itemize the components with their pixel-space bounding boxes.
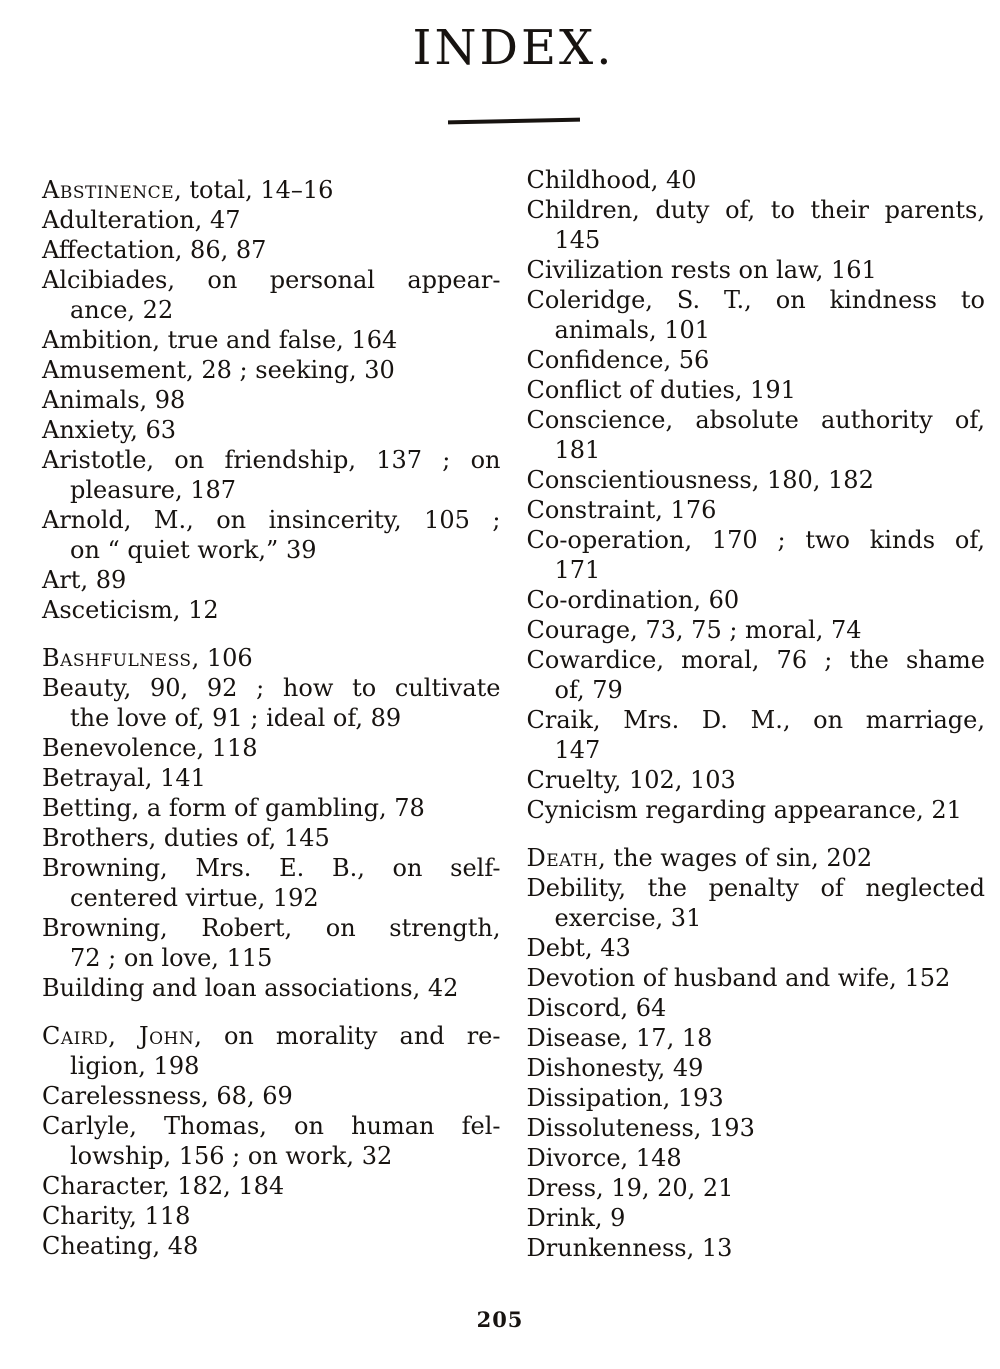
index-entry xyxy=(527,255,986,285)
index-entry-line: Courage, 73, 75 ; moral, 74 xyxy=(526,616,862,644)
index-entry xyxy=(42,793,501,823)
index-entry xyxy=(42,265,501,325)
index-entry xyxy=(527,963,986,993)
index-entry-line: 181 xyxy=(554,436,601,464)
index-column-left xyxy=(42,175,501,1263)
index-entry-line: Coleridge, S. T., on kindness to xyxy=(526,286,985,314)
index-entry-line: 147 xyxy=(554,736,601,764)
index-entry xyxy=(527,1023,986,1053)
index-entry-line: 145 xyxy=(554,226,601,254)
index-entry xyxy=(42,445,501,505)
index-entry-line: Debt, 43 xyxy=(526,934,631,962)
index-entry xyxy=(42,643,501,673)
index-entry xyxy=(42,673,501,733)
index-entry xyxy=(42,1231,501,1261)
index-entry xyxy=(42,1021,501,1081)
index-entry-line: Browning, Robert, on strength, xyxy=(42,914,501,942)
index-entry-line: Brothers, duties of, 145 xyxy=(42,824,330,852)
title-divider-rule xyxy=(447,118,579,125)
index-entry-line: Drink, 9 xyxy=(526,1204,626,1232)
index-entry xyxy=(42,325,501,355)
index-entry xyxy=(527,615,986,645)
index-entry-line: Building and loan associations, 42 xyxy=(42,974,459,1002)
index-entry xyxy=(527,195,986,255)
index-entry-line: Betting, a form of gambling, 78 xyxy=(42,794,425,822)
index-entry xyxy=(527,1053,986,1083)
index-entry-line: Character, 182, 184 xyxy=(42,1172,285,1200)
index-entry-line: Conscience, absolute authority of, xyxy=(526,406,985,434)
index-entry-line: Abstinence, total, 14–16 xyxy=(42,176,334,204)
index-entry-line: Childhood, 40 xyxy=(526,166,697,194)
index-entry-line: Bashfulness, 106 xyxy=(42,644,253,672)
index-entry-line: Carlyle, Thomas, on human fel- xyxy=(42,1112,501,1140)
index-entry-line: Drunkenness, 13 xyxy=(526,1234,733,1262)
index-entry-line: Caird, John, on morality and re- xyxy=(42,1022,501,1050)
index-entry-line: Affectation, 86, 87 xyxy=(42,236,267,264)
small-caps-headword: Death xyxy=(526,844,599,872)
index-entry-line: Browning, Mrs. E. B., on self- xyxy=(42,854,501,882)
index-entry xyxy=(527,843,986,873)
index-entry xyxy=(527,375,986,405)
index-entry xyxy=(42,355,501,385)
index-entry-line: centered virtue, 192 xyxy=(70,884,319,912)
index-entry xyxy=(527,1173,986,1203)
index-entry-line: Confidence, 56 xyxy=(526,346,710,374)
index-entry-line: Aristotle, on friendship, 137 ; on xyxy=(42,446,501,474)
index-entry xyxy=(527,285,986,345)
index-entry-line: Animals, 98 xyxy=(42,386,186,414)
index-entry-line: Death, the wages of sin, 202 xyxy=(526,844,873,872)
index-entry-line: lowship, 156 ; on work, 32 xyxy=(70,1142,393,1170)
index-entry-line: Conflict of duties, 191 xyxy=(526,376,796,404)
index-entry-line: Cheating, 48 xyxy=(42,1232,199,1260)
index-entry xyxy=(42,565,501,595)
index-entry xyxy=(42,1171,501,1201)
index-entry-line: on “ quiet work,” 39 xyxy=(70,536,317,564)
index-entry xyxy=(42,595,501,625)
index-entry xyxy=(527,525,986,585)
index-entry-line: Divorce, 148 xyxy=(526,1144,682,1172)
index-entry xyxy=(42,1081,501,1111)
index-entry-line: Art, 89 xyxy=(42,566,127,594)
index-entry xyxy=(527,1233,986,1263)
index-entry xyxy=(42,1201,501,1231)
index-entry xyxy=(42,973,501,1003)
index-entry-line: Disease, 17, 18 xyxy=(526,1024,713,1052)
index-entry-line: ligion, 198 xyxy=(70,1052,200,1080)
index-entry-line: Adulteration, 47 xyxy=(42,206,241,234)
index-entry-line: Civilization rests on law, 161 xyxy=(526,256,877,284)
index-entry-line: the love of, 91 ; ideal of, 89 xyxy=(70,704,402,732)
index-entry-line: Ambition, true and false, 164 xyxy=(42,326,398,354)
index-entry-line: Co-operation, 170 ; two kinds of, xyxy=(526,526,985,554)
index-entry-line: ance, 22 xyxy=(70,296,174,324)
index-entry xyxy=(527,405,986,465)
page-number: 205 xyxy=(476,1307,524,1332)
index-entry-line: animals, 101 xyxy=(554,316,711,344)
index-entry-line: Dishonesty, 49 xyxy=(526,1054,704,1082)
index-entry-line: Debility, the penalty of neglected xyxy=(526,874,985,902)
index-entry-line: pleasure, 187 xyxy=(70,476,237,504)
index-entry xyxy=(527,993,986,1023)
index-entry xyxy=(42,415,501,445)
index-entry xyxy=(42,733,501,763)
index-entry xyxy=(527,495,986,525)
index-entry xyxy=(527,1203,986,1233)
index-entry-line: Conscientiousness, 180, 182 xyxy=(526,466,874,494)
index-entry-line: Amusement, 28 ; seeking, 30 xyxy=(42,356,395,384)
page-title: INDEX. xyxy=(412,20,615,76)
index-entry xyxy=(527,165,986,195)
index-entry-line: Alcibiades, on personal appear- xyxy=(42,266,501,294)
index-entry-line: of, 79 xyxy=(554,676,623,704)
index-entry xyxy=(42,763,501,793)
index-entry xyxy=(527,345,986,375)
index-entry xyxy=(42,175,501,205)
index-entry-line: 72 ; on love, 115 xyxy=(70,944,273,972)
index-entry xyxy=(527,795,986,825)
index-entry xyxy=(42,853,501,913)
index-entry-line: Cowardice, moral, 76 ; the shame xyxy=(526,646,985,674)
index-entry-line: Children, duty of, to their parents, xyxy=(526,196,985,224)
index-entry-line: Discord, 64 xyxy=(526,994,667,1022)
index-entry-line: exercise, 31 xyxy=(554,904,702,932)
index-column-right xyxy=(527,165,986,1263)
index-entry-line: Arnold, M., on insincerity, 105 ; xyxy=(42,506,501,534)
index-entry-line: Anxiety, 63 xyxy=(42,416,177,444)
index-entry-line: Beauty, 90, 92 ; how to cultivate xyxy=(42,674,501,702)
index-entry xyxy=(527,645,986,705)
index-entry-line: Dress, 19, 20, 21 xyxy=(526,1174,734,1202)
index-entry-line: Cynicism regarding appearance, 21 xyxy=(526,796,962,824)
index-entry xyxy=(527,873,986,933)
index-entry xyxy=(42,385,501,415)
index-entry-line: Constraint, 176 xyxy=(526,496,717,524)
index-entry xyxy=(42,205,501,235)
index-entry-line: Betrayal, 141 xyxy=(42,764,206,792)
index-entry-line: Cruelty, 102, 103 xyxy=(526,766,736,794)
index-entry xyxy=(527,1143,986,1173)
small-caps-headword: Abstinence xyxy=(42,176,175,204)
index-entry xyxy=(42,505,501,565)
index-entry xyxy=(527,1113,986,1143)
index-columns xyxy=(42,166,985,1263)
index-entry-line: Devotion of husband and wife, 152 xyxy=(526,964,951,992)
index-entry xyxy=(527,705,986,765)
index-entry-line: Co-ordination, 60 xyxy=(526,586,740,614)
index-entry-line: Dissoluteness, 193 xyxy=(526,1114,755,1142)
scanned-book-page xyxy=(0,20,1000,1369)
index-entry-line: Benevolence, 118 xyxy=(42,734,258,762)
index-entry-line: 171 xyxy=(554,556,601,584)
index-entry xyxy=(42,913,501,973)
index-entry xyxy=(42,1111,501,1171)
index-entry xyxy=(527,1083,986,1113)
index-entry xyxy=(527,933,986,963)
index-entry-line: Carelessness, 68, 69 xyxy=(42,1082,293,1110)
index-entry xyxy=(527,465,986,495)
index-entry-line: Charity, 118 xyxy=(42,1202,191,1230)
index-entry xyxy=(42,823,501,853)
index-entry xyxy=(527,585,986,615)
index-page xyxy=(0,20,1000,1369)
index-entry xyxy=(42,235,501,265)
index-entry xyxy=(527,765,986,795)
index-entry-line: Craik, Mrs. D. M., on marriage, xyxy=(526,706,985,734)
small-caps-headword: Bashfulness xyxy=(42,644,192,672)
index-entry-line: Asceticism, 12 xyxy=(42,596,219,624)
small-caps-headword: Caird, John xyxy=(42,1022,195,1050)
index-entry-line: Dissipation, 193 xyxy=(526,1084,724,1112)
